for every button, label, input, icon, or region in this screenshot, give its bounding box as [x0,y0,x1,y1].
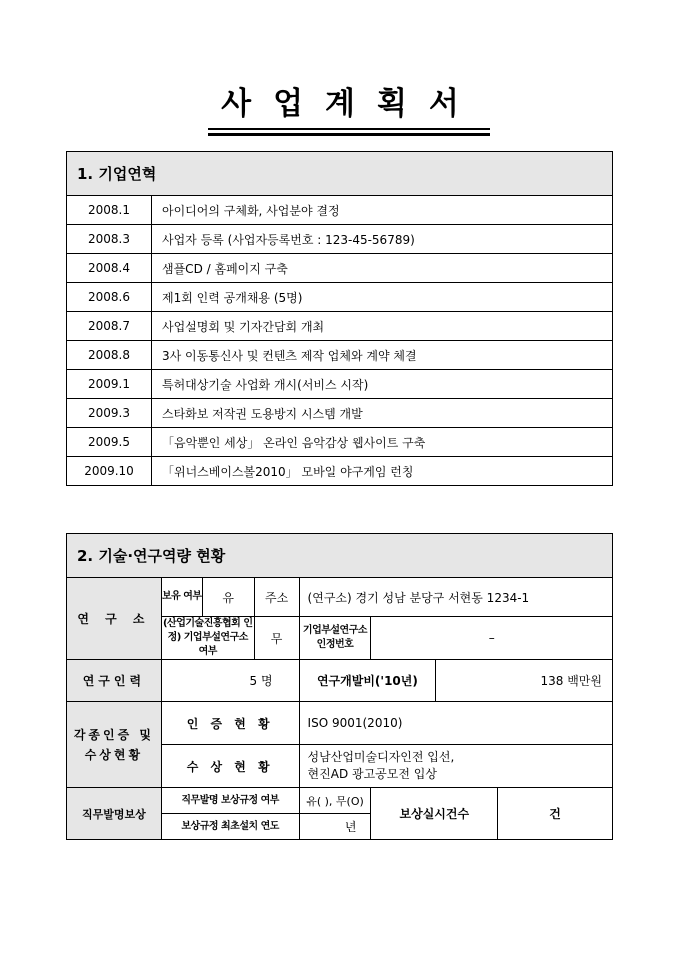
history-text: 샘플CD / 홈페이지 구축 [152,254,613,283]
count-value: 건 [498,788,613,840]
address-value: (연구소) 경기 성남 분당구 서현동 1234-1 [299,578,612,617]
history-text: 「음악뿐인 세상」 온라인 음악감상 웹사이트 구축 [152,428,613,457]
history-date: 2008.3 [67,225,152,254]
year-label: 보상규정 최초설치 연도 [161,814,299,840]
possession-label: 보유 여부 [161,578,202,617]
comp-label: 직무발명보상 [67,788,162,840]
award-line: 성남산업미술디자인전 입선, [307,750,455,764]
awards-label: 각종인증 및 수상현황 [67,702,162,788]
table-row [67,254,613,283]
award-status-value [299,745,612,788]
table-row [67,341,613,370]
history-text: 아이디어의 구체화, 사업분야 결정 [152,196,613,225]
award-status-label: 수 상 현 황 [161,745,299,788]
history-text: 스타화보 저작권 도용방지 시스템 개발 [152,399,613,428]
history-date: 2008.1 [67,196,152,225]
cert-status-label: 인 증 현 황 [161,702,299,745]
cert-no-value: – [371,617,613,660]
table-row [67,428,613,457]
possession-value: 유 [202,578,254,617]
history-date: 2009.5 [67,428,152,457]
history-heading: 1. 기업연혁 [67,152,613,196]
tech-heading: 2. 기술·연구역량 현황 [67,534,613,578]
table-row [67,196,613,225]
history-date: 2008.4 [67,254,152,283]
history-text: 「위너스베이스볼2010」 모바일 야구게임 런칭 [152,457,613,486]
lab-label: 연 구 소 [67,578,162,660]
table-row [67,370,613,399]
table-row [67,312,613,341]
staff-value: 5 명 [161,660,299,702]
history-table [66,151,613,486]
table-row [67,225,613,254]
cost-value: 138 백만원 [436,660,613,702]
year-value: 년 [299,814,371,840]
history-date: 2008.8 [67,341,152,370]
history-text: 사업자 등록 (사업자등록번호 : 123-45-56789) [152,225,613,254]
table-row [67,457,613,486]
cert-value: 무 [254,617,299,660]
rule-label: 직무발명 보상규정 여부 [161,788,299,814]
table-row [67,283,613,312]
history-date: 2009.3 [67,399,152,428]
award-line: 현진AD 광고공모전 입상 [307,767,437,781]
cost-label: 연구개발비('10년) [299,660,436,702]
cert-status-value: ISO 9001(2010) [299,702,612,745]
cert-no-label: 기업부설연구소 인정번호 [299,617,371,660]
history-text: 제1회 인력 공개채용 (5명) [152,283,613,312]
table-row [67,399,613,428]
address-label: 주소 [254,578,299,617]
history-date: 2008.7 [67,312,152,341]
history-date: 2009.10 [67,457,152,486]
history-text: 특허대상기술 사업화 개시(서비스 시작) [152,370,613,399]
tech-table [66,533,613,840]
title-underline [208,128,490,130]
history-text: 3사 이동통신사 및 컨텐츠 제작 업체와 계약 체결 [152,341,613,370]
history-text: 사업설명회 및 기자간담회 개최 [152,312,613,341]
rule-value: 유( ), 무(O) [299,788,371,814]
cert-label: (산업기술진흥협회 인정) 기업부설연구소 여부 [161,617,254,660]
staff-label: 연구인력 [67,660,162,702]
page-title: 사업계획서 [221,86,481,122]
history-date: 2008.6 [67,283,152,312]
count-label: 보상실시건수 [371,788,498,840]
history-date: 2009.1 [67,370,152,399]
title-underline-thick [208,133,490,136]
